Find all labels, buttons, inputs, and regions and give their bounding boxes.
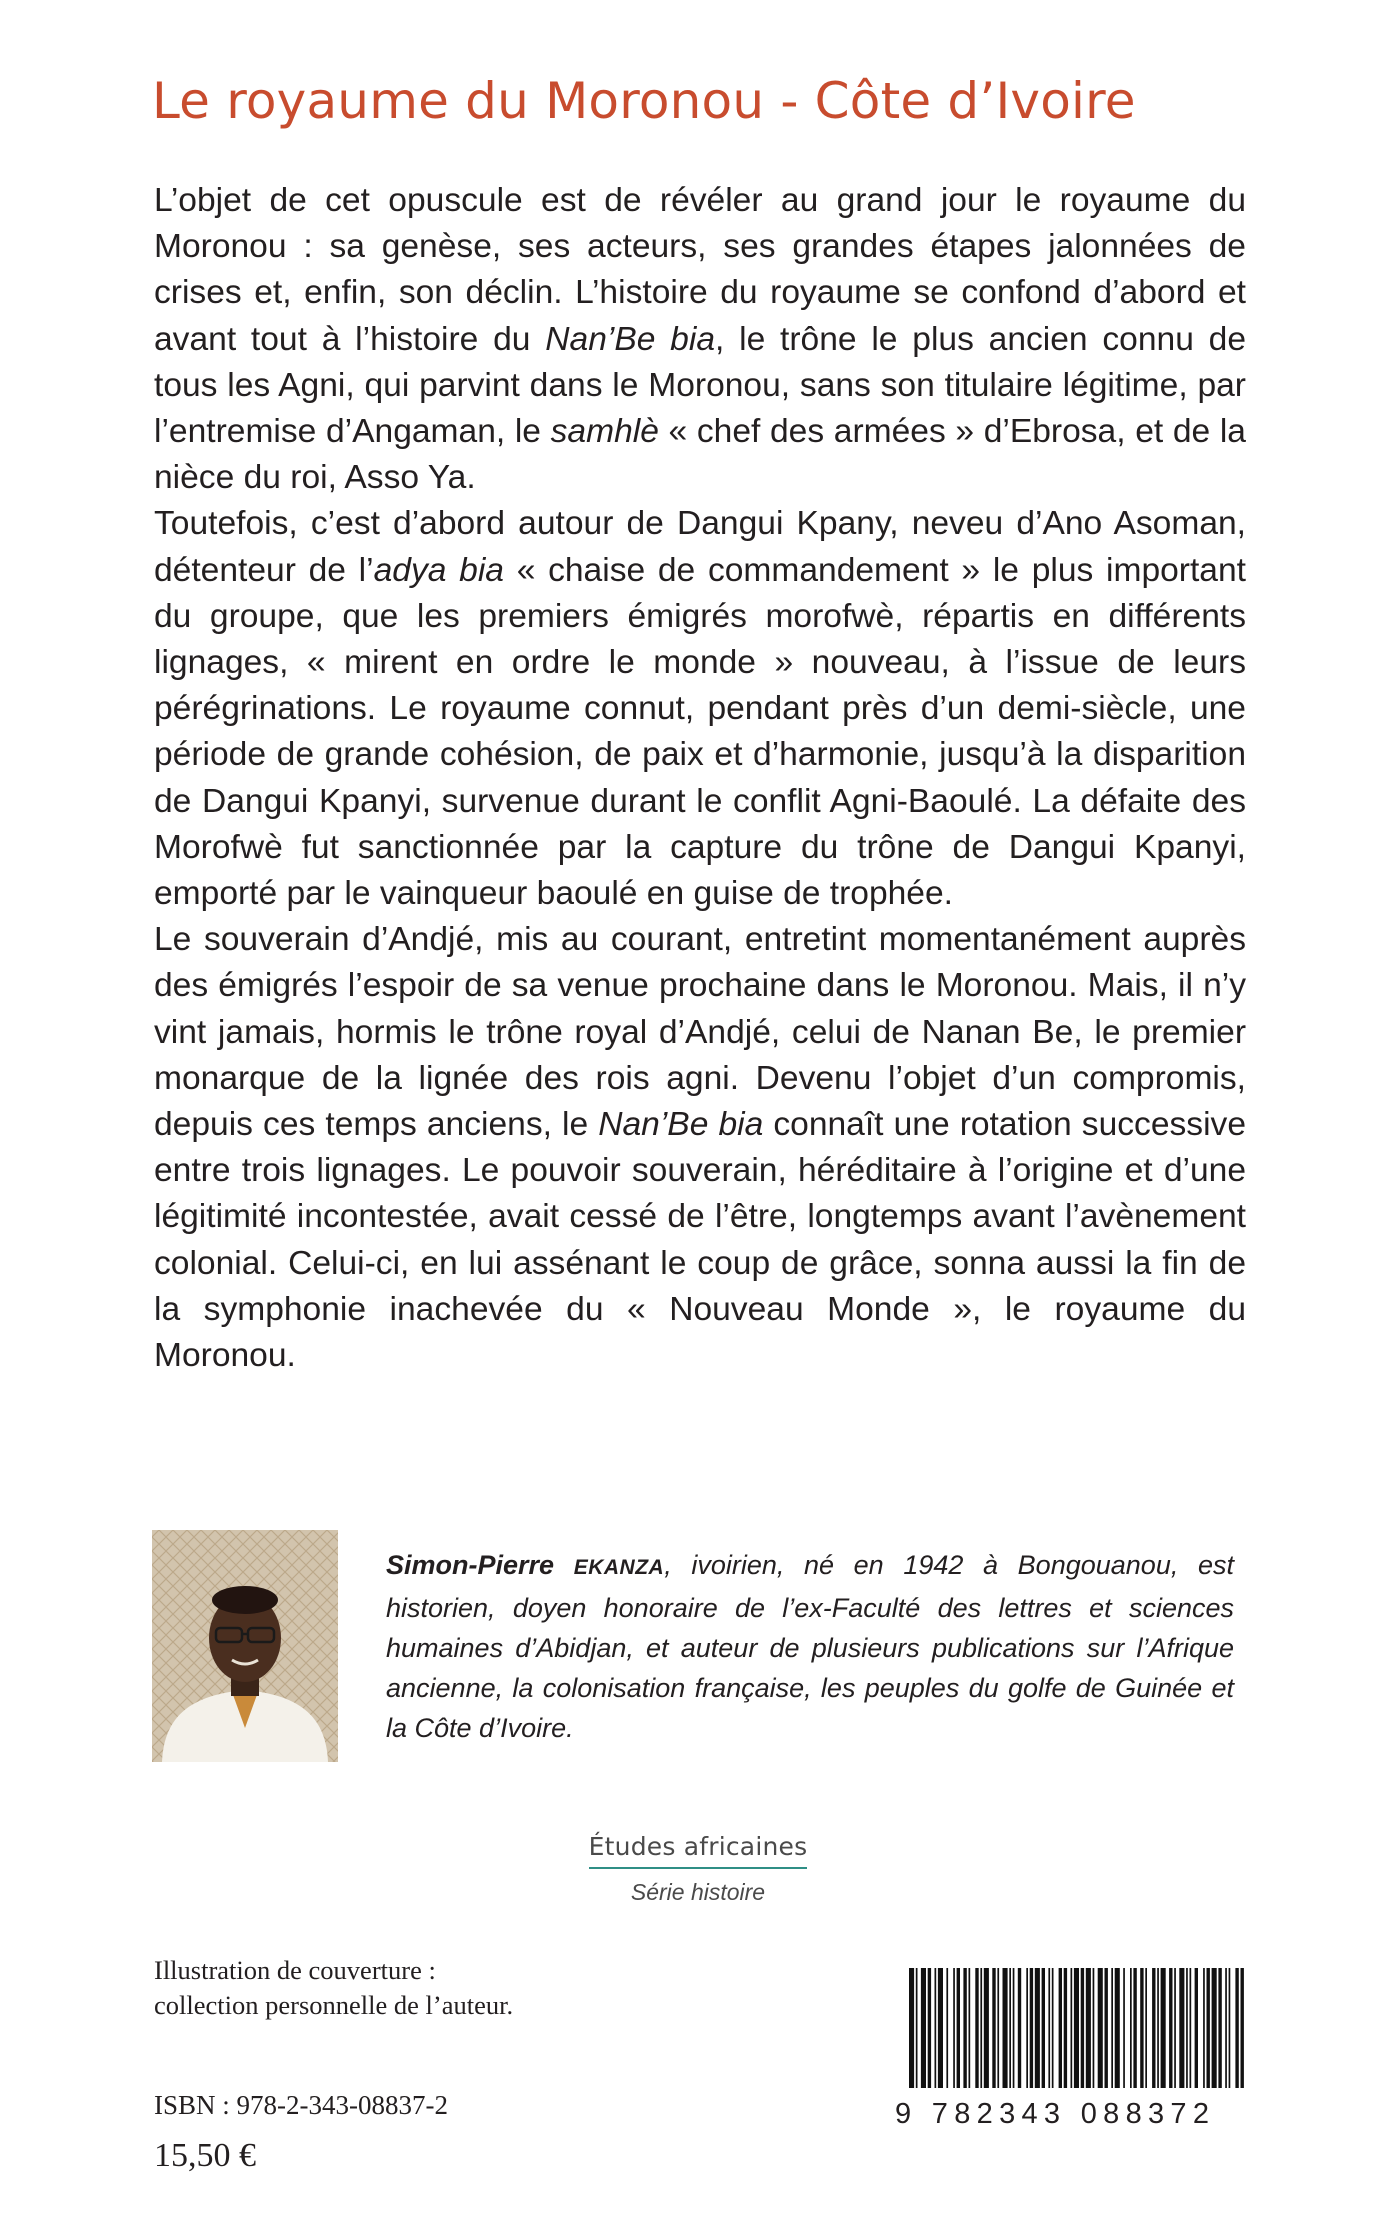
summary-text: Le souverain d’Andjé, mis au courant, entretint momentanément auprès des émigrés l’espoir de sa venue prochaine dans le Moronou. Mais, il n’y vint jamais, hormis le trône royal d’Andjé, celui de Nanan Be, le premier monarque de la lignée des rois agni. Devenu l’objet d’un compromis, depuis ces temps anciens, le [154,921,1246,1144]
barcode-bar [1018,1968,1021,2088]
barcode-bar [909,1968,914,2088]
price: 15,50 € [154,2137,256,2174]
barcode-bar [984,1968,989,2088]
author-photo [152,1530,338,1762]
barcode-bar [1225,1968,1227,2088]
summary-text: « chaise de commandement » le plus important du groupe, que les premiers émigrés morofwè, répartis en différents lignages, « mirent en ordre le monde » nouveau, à l’issue de leurs pérégrinations. Le royaume connut, pendant près d’un demi-siècle, une période de grande cohésion, de paix et d’harmonie, jusqu’à la disparition de Dangui Kpanyi, survenue durant le conflit Agni-Baoulé. La défaite des Morofwè fut sanctionnée par la capture du trône de Dangui Kpanyi, emporté par le vainqueur baoulé en guise de trophée. [154,551,1246,913]
summary-text: , le trône le plus ancien connu de tous les Agni, qui parvint dans le Moronou, sans son titulaire légitime, par l’entremise d’Angaman, le [154,320,1246,451]
author-portrait-icon [152,1530,338,1762]
summary-paragraph-2 [154,501,1246,917]
summary-paragraph-1 [154,178,1246,501]
summary-text: L’objet de cet opuscule est de révéler au grand jour le royaume du Moronou : sa genèse, ses acteurs, ses grandes étapes jalonnées de crises et, enfin, son déclin. L’histoire du royaume se confond d’abord et avant tout à l’histoire du [154,182,1246,358]
barcode-bar [1035,1968,1040,2088]
barcode-bar [1169,1968,1172,2088]
barcode-bar [928,1968,931,2088]
barcode-bar [969,1968,971,2088]
barcode-bar [1059,1968,1062,2088]
barcode-bar [1098,1968,1103,2088]
summary-italic-term: samhlè [550,413,659,451]
barcode-bar [1241,1968,1244,2088]
barcode-bar [1179,1968,1184,2088]
barcode-bar [1195,1968,1198,2088]
barcode-bar [1009,1968,1011,2088]
barcode-bar [1048,1968,1050,2088]
barcode-bar [1133,1968,1136,2088]
barcode-bar [935,1968,937,2088]
barcode-bar [1086,1968,1091,2088]
summary-paragraph-3 [154,917,1246,1379]
cover-credit-line: collection personnelle de l’auteur. [154,1990,514,2020]
cover-credit-line: Illustration de couverture : [154,1955,436,1985]
barcode-bar [1229,1968,1231,2088]
summary-italic-term: Nan’Be bia [598,1106,764,1144]
barcode-digits: 9 782343 088372 [895,2098,1216,2130]
summary-text: « chef des armées » d’Ebrosa, et de la nièce du roi, Asso Ya. [154,413,1246,497]
barcode-bar [1074,1968,1079,2088]
barcode-bar [1123,1968,1125,2088]
barcode-bar [1207,1968,1210,2088]
barcode-bar [980,1968,982,2088]
subseries-name: Série histoire [630,1879,766,1905]
barcode-bar [1111,1968,1113,2088]
barcode-bar [1081,1968,1084,2088]
barcode-bar [1105,1968,1108,2088]
barcode-bar [1013,1968,1015,2088]
summary-text: Toutefois, c’est d’abord autour de Dangui Kpany, neveu d’Ano Asoman, détenteur de l’ [154,505,1246,589]
barcode-bar [1064,1968,1067,2088]
barcode-bar [1003,1968,1008,2088]
summary [154,178,1246,1379]
barcode-bar [1174,1968,1176,2088]
barcode-bar [1093,1968,1095,2088]
barcode-bar [1026,1968,1028,2088]
isbn: ISBN : 978-2-343-08837-2 [154,2090,448,2120]
summary-italic-term: Nan’Be bia [545,320,715,358]
barcode-bar [1115,1968,1120,2088]
author-last-name: EKANZA [573,1556,665,1579]
barcode-bar [1212,1968,1217,2088]
barcode-bar [1042,1968,1045,2088]
barcode-icon [905,1968,1245,2088]
barcode-bar [1161,1968,1166,2088]
barcode-bar [1218,1968,1221,2088]
book-title: Le royaume du Moronou - Côte d’Ivoire [152,72,1136,130]
summary-italic-term: adya bia [373,551,504,589]
barcode-bar [997,1968,999,2088]
barcode-bar [1235,1968,1238,2088]
barcode-bar [953,1968,955,2088]
barcode-bar [1190,1968,1192,2088]
barcode-bar [916,1968,918,2088]
barcode-bar [1157,1968,1159,2088]
barcode-bar [1052,1968,1054,2088]
barcode-bar [921,1968,926,2088]
author-bio-text: , ivoirien, né en 1942 à Bongouanou, est historien, doyen honoraire de l’ex-Faculté des lettres et sciences humaines d’Abidjan, et auteur de plusieurs publications sur l’Afrique ancienne, la colonisation française, les peuples du golfe de Guinée et la Côte d’Ivoire. [386,1550,1234,1743]
barcode-bar [963,1968,966,2088]
barcode-bar [1140,1968,1143,2088]
author-bio [386,1545,1234,1748]
barcode-bar [992,1968,995,2088]
cover-credit [154,1953,674,2023]
barcode-bar [1203,1968,1205,2088]
barcode-bar [1186,1968,1188,2088]
barcode-bar [938,1968,943,2088]
author-name [386,1550,664,1580]
barcode-bar [975,1968,978,2088]
barcode [905,1968,1245,2088]
barcode-bar [1030,1968,1033,2088]
collection-name: Études africaines [589,1832,808,1869]
barcode-bar [1145,1968,1147,2088]
series-logo [583,1832,813,1906]
barcode-bar [957,1968,960,2088]
barcode-bar [946,1968,948,2088]
barcode-bar [1130,1968,1132,2088]
author-first-name: Simon-Pierre [386,1550,574,1580]
barcode-bar [1071,1968,1073,2088]
summary-text: connaît une rotation successive entre trois lignages. Le pouvoir souverain, héréditaire à l’origine et d’une légitimité incontestée, avait cessé de l’être, longtemps avant l’avènement colonial. Celui-ci, en lui assénant le coup de grâce, sonna aussi la fin de la symphonie inachevée du « Nouveau Monde », le royaume du Moronou. [154,1106,1246,1375]
barcode-bar [1152,1968,1155,2088]
